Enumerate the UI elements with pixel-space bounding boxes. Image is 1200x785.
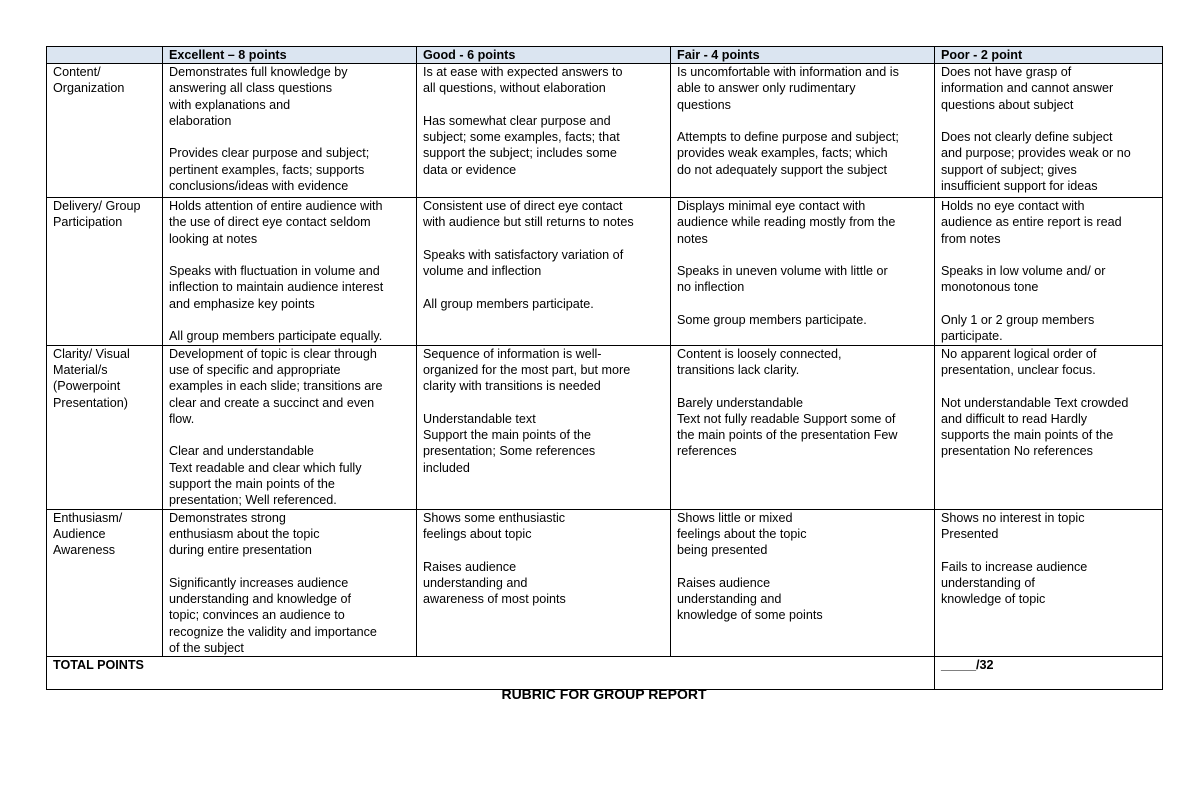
- good-cell: Shows some enthusiastic feelings about topic Raises audience understanding and awareness of most points: [417, 509, 671, 657]
- excellent-cell: Development of topic is clear through use of specific and appropriate examples in each slide; transitions are clear and create a succinct and even flow. Clear and understandable Text readable and clear which fully support the main points of the presentation; Well referenced.: [163, 345, 417, 509]
- header-good: Good - 6 points: [417, 47, 671, 64]
- criterion-cell: Clarity/ Visual Material/s (Powerpoint Presentation): [47, 345, 163, 509]
- excellent-cell: Demonstrates strong enthusiasm about the topic during entire presentation Significantly increases audience understanding and knowledge of topic; convinces an audience to recognize the validity and importance of the subject: [163, 509, 417, 657]
- rubric-table: [46, 46, 1163, 690]
- criterion-cell: Delivery/ Group Participation: [47, 198, 163, 346]
- excellent-cell: Demonstrates full knowledge by answering all class questions with explanations and elaboration Provides clear purpose and subject; pertinent examples, facts; supports conclusions/ideas with evidence: [163, 64, 417, 198]
- poor-cell: Does not have grasp of information and cannot answer questions about subject Does not clearly define subject and purpose; provides weak or no support of subject; gives insufficient support for ideas: [935, 64, 1163, 198]
- header-criterion: [47, 47, 163, 64]
- total-points-label: TOTAL POINTS: [47, 657, 935, 690]
- excellent-cell: Holds attention of entire audience with the use of direct eye contact seldom looking at notes Speaks with fluctuation in volume and inflection to maintain audience interest and emphasize key points All group members participate equally.: [163, 198, 417, 346]
- fair-cell: Displays minimal eye contact with audience while reading mostly from the notes Speaks in uneven volume with little or no inflection Some group members participate.: [671, 198, 935, 346]
- criterion-cell: Content/ Organization: [47, 64, 163, 198]
- fair-cell: Is uncomfortable with information and is able to answer only rudimentary questions Attempts to define purpose and subject; provides weak examples, facts; which do not adequately support the subject: [671, 64, 935, 198]
- document-caption: RUBRIC FOR GROUP REPORT: [501, 686, 707, 702]
- criterion-cell: Enthusiasm/ Audience Awareness: [47, 509, 163, 657]
- table-row: [47, 64, 1163, 198]
- table-row: [47, 345, 1163, 509]
- total-points-value: _____/32: [935, 657, 1163, 690]
- good-cell: Is at ease with expected answers to all questions, without elaboration Has somewhat clear purpose and subject; some examples, facts; that support the subject; includes some data or evidence: [417, 64, 671, 198]
- good-cell: Sequence of information is well- organized for the most part, but more clarity with transitions is needed Understandable text Support the main points of the presentation; Some references included: [417, 345, 671, 509]
- fair-cell: Content is loosely connected, transitions lack clarity. Barely understandable Text not fully readable Support some of the main points of the presentation Few references: [671, 345, 935, 509]
- table-row: [47, 198, 1163, 346]
- header-excellent: Excellent – 8 points: [163, 47, 417, 64]
- table-row: [47, 509, 1163, 657]
- good-cell: Consistent use of direct eye contact with audience but still returns to notes Speaks with satisfactory variation of volume and inflection All group members participate.: [417, 198, 671, 346]
- header-fair: Fair - 4 points: [671, 47, 935, 64]
- fair-cell: Shows little or mixed feelings about the topic being presented Raises audience understanding and knowledge of some points: [671, 509, 935, 657]
- header-poor: Poor - 2 point: [935, 47, 1163, 64]
- poor-cell: Holds no eye contact with audience as entire report is read from notes Speaks in low volume and/ or monotonous tone Only 1 or 2 group members participate.: [935, 198, 1163, 346]
- poor-cell: No apparent logical order of presentation, unclear focus. Not understandable Text crowded and difficult to read Hardly supports the main points of the presentation No references: [935, 345, 1163, 509]
- total-row: [47, 657, 1163, 690]
- poor-cell: Shows no interest in topic Presented Fails to increase audience understanding of knowledge of topic: [935, 509, 1163, 657]
- header-row: [47, 47, 1163, 64]
